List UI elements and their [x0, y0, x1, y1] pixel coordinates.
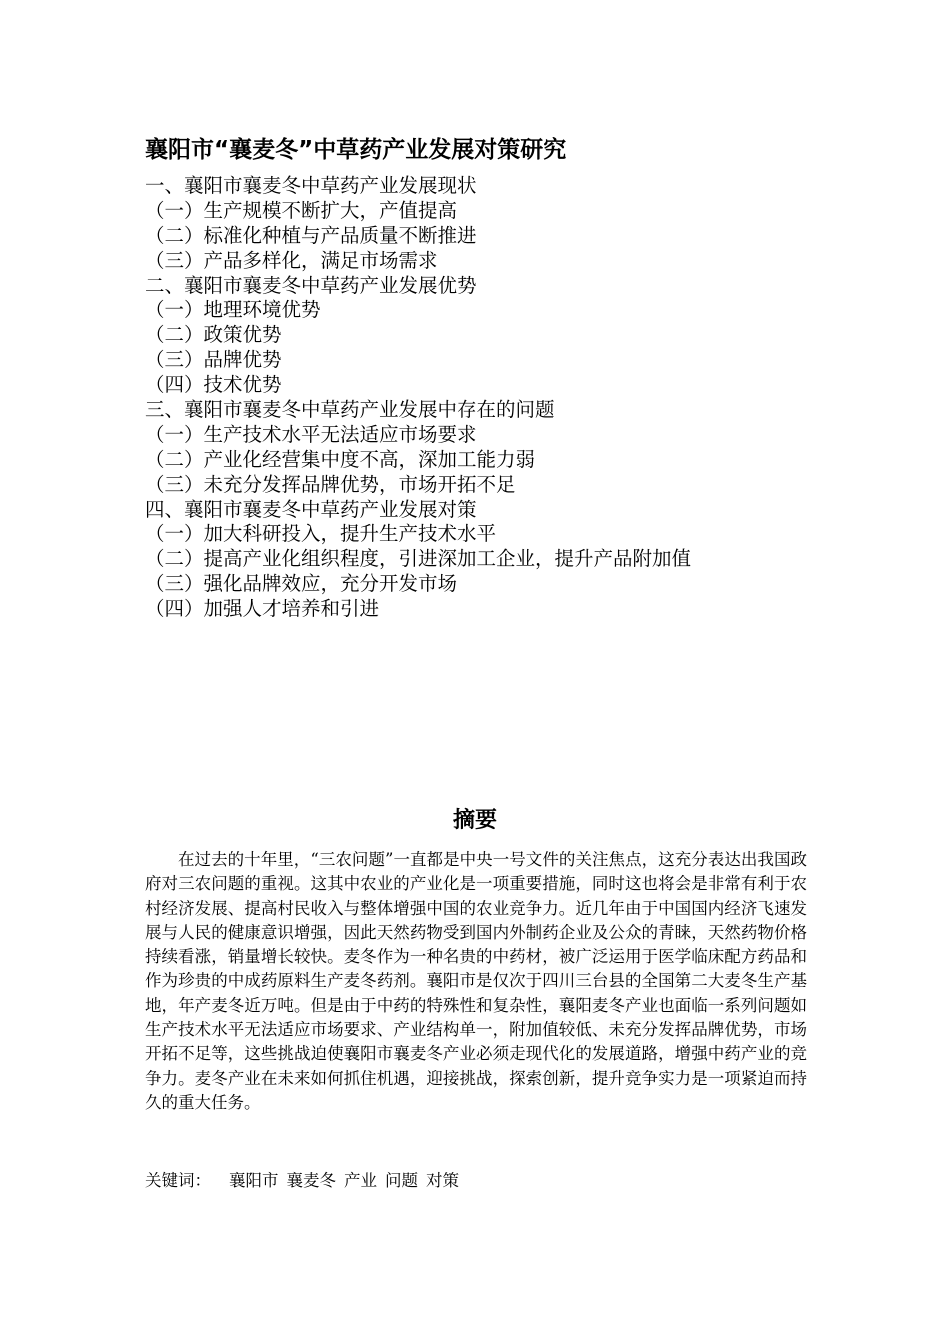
toc-section-2: 二、襄阳市襄麦冬中草药产业发展优势 — [145, 273, 477, 297]
toc-item: （一）加大科研投入，提升生产技术水平 — [145, 522, 497, 546]
toc-item: （四）技术优势 — [145, 373, 282, 397]
document-title: 襄阳市“襄麦冬”中草药产业发展对策研究 — [145, 137, 567, 163]
keyword: 产业 — [344, 1171, 377, 1190]
keyword: 襄阳市 — [229, 1171, 279, 1190]
abstract-heading: 摘要 — [452, 808, 497, 833]
toc-item: （二）提高产业化组织程度，引进深加工企业，提升产品附加值 — [145, 547, 692, 571]
keyword: 问题 — [385, 1171, 418, 1190]
keyword: 对策 — [426, 1171, 459, 1190]
toc-item: （一）地理环境优势 — [145, 298, 321, 322]
toc-item: （一）生产技术水平无法适应市场要求 — [145, 422, 477, 446]
toc-section-1: 一、襄阳市襄麦冬中草药产业发展现状 — [145, 174, 477, 197]
toc-item: （三）强化品牌效应，充分开发市场 — [145, 572, 458, 596]
toc-item: （二）政策优势 — [145, 323, 282, 347]
keywords-label: 关键词： — [145, 1171, 211, 1190]
table-of-contents — [145, 174, 845, 622]
toc-section-4: 四、襄阳市襄麦冬中草药产业发展对策 — [145, 497, 477, 521]
keyword: 襄麦冬 — [286, 1171, 336, 1190]
toc-item: （二）产业化经营集中度不高，深加工能力弱 — [145, 447, 536, 471]
toc-item: （三）未充分发挥品牌优势，市场开拓不足 — [145, 472, 516, 496]
toc-item: （一）生产规模不断扩大，产值提高 — [145, 198, 458, 222]
toc-item: （三）产品多样化，满足市场需求 — [145, 248, 438, 272]
toc-item: （二）标准化种植与产品质量不断推进 — [145, 223, 477, 247]
toc-section-3: 三、襄阳市襄麦冬中草药产业发展中存在的问题 — [145, 398, 555, 422]
toc-item: （四）加强人才培养和引进 — [145, 597, 380, 621]
keywords-line — [145, 1169, 467, 1193]
toc-item: （三）品牌优势 — [145, 348, 282, 372]
abstract-body: 在过去的十年里，“三农问题”一直都是中央一号文件的关注焦点，这充分表达出我国政府对三农问题的重视。这其中农业的产业化是一项重要措施，同时这也将会是非常有利于农村经济发展、提高村民收入与整体增强中国的农业竞争力。近几年由于中国国内经济飞速发展与人民的健康意识增强，因此天然药物受到国内外制药企业及公众的青睐，天然药物价格持续看涨，销量增长较快。麦冬作为一种名贵的中药材，被广泛运用于医学临床配方药品和作为珍贵的中成药原料生产麦冬药剂。襄阳市是仅次于四川三台县的全国第二大麦冬生产基地，年产麦冬近万吨。但是由于中药的特殊性和复杂性，襄阳麦冬产业也面临一系列问题如生产技术水平无法适应市场要求、产业结构单一，附加值较低、未充分发挥品牌优势，市场开拓不足等，这些挑战迫使襄阳市襄麦冬产业必须走现代化的发展道路，增强中药产业的竞争力。麦冬产业在未来如何抓住机遇，迎接挑战，探索创新，提升竞争实力是一项紧迫而持久的重大任务。 — [145, 850, 807, 1112]
